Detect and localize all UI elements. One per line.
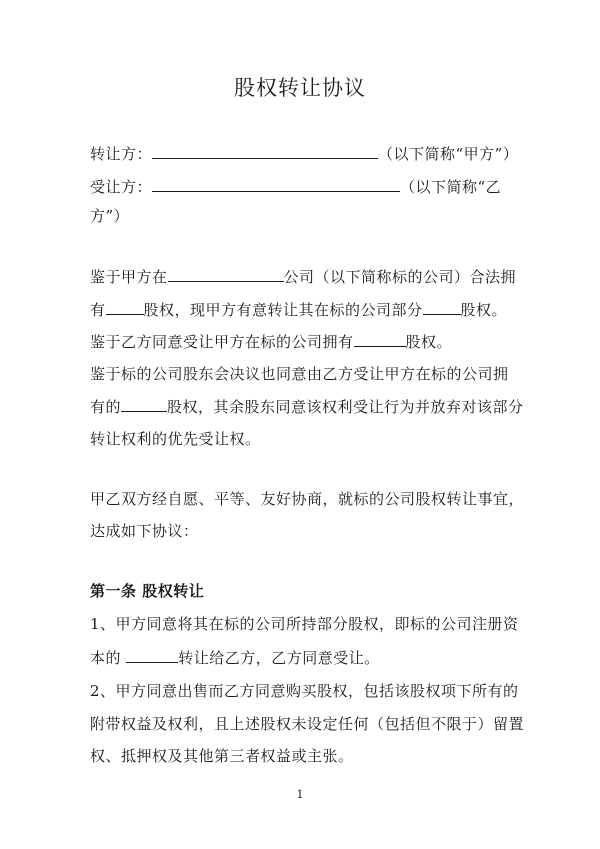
recital-text: 公司（以下简称标的公司）合法拥 (283, 268, 517, 286)
clause-text: 附带权益及权利，且上述股权未设定任何（包括但不限于）留置 (90, 715, 525, 733)
clause-text: 2、甲方同意出售而乙方同意购买股权，包括该股权项下所有的 (90, 682, 519, 700)
transferee-label: 受让方： (90, 178, 153, 196)
agreement-intro-line-2 (90, 521, 530, 541)
transferor-line (90, 143, 530, 164)
recital-text: 有的 (90, 398, 122, 416)
agreement-intro-line-1 (90, 489, 530, 509)
intro-text: 甲乙双方经自愿、平等、友好协商，就标的公司股权转让事宜， (90, 490, 525, 508)
accept-percent-blank (354, 331, 406, 347)
recital-text: 股权，现甲方有意转让其在标的公司部分 (143, 301, 423, 319)
resolution-percent-blank (121, 396, 167, 412)
transferor-label: 转让方： (90, 145, 153, 163)
clause-text: 权、抵押权及其他第三者权益或主张。 (90, 747, 354, 765)
recital-text: 股权。 (405, 333, 453, 351)
transferee-suffix-cont: 方”） (90, 207, 130, 225)
clause-text: 转让给乙方，乙方同意受让。 (178, 649, 380, 667)
transfer-percent-blank (423, 299, 461, 315)
share-percent-blank (106, 299, 144, 315)
clause-2-line-2 (90, 714, 530, 734)
transferee-suffix: （以下简称“乙 (400, 178, 502, 196)
transferor-suffix: （以下简称“甲方”） (378, 145, 519, 163)
page-title: 股权转让协议 (234, 76, 366, 100)
page-number: 1 (296, 788, 304, 801)
recital-text: 鉴于乙方同意受让甲方在标的公司拥有 (90, 333, 354, 351)
transferor-name-blank (152, 143, 378, 159)
article-1-heading: 第一条 股权转让 (90, 582, 205, 600)
recital-text: 鉴于标的公司股东会决议也同意由乙方受让甲方在标的公司拥 (90, 365, 509, 383)
recital-1-line-2 (90, 299, 530, 320)
clause-1-line-2 (90, 647, 530, 668)
capital-percent-blank (126, 647, 178, 663)
recital-3-line-2 (90, 396, 530, 417)
recital-text: 股权，其余股东同意该权利受让行为并放弃对该部分 (167, 398, 524, 416)
clause-2-line-1 (90, 681, 530, 701)
clause-2-line-3 (90, 746, 530, 766)
clause-text: 本的 (90, 649, 127, 667)
recital-text: 有 (90, 301, 106, 319)
recital-text: 股权。 (460, 301, 508, 319)
intro-text: 达成如下协议： (90, 522, 199, 540)
recital-3-line-3 (90, 429, 530, 449)
recital-3-line-1 (90, 364, 530, 384)
recital-2-line (90, 331, 530, 352)
company-name-blank (168, 266, 284, 282)
transferee-line (90, 176, 530, 197)
clause-text: 1、甲方同意将其在标的公司所持部分股权，即标的公司注册资 (90, 615, 519, 633)
recital-1-line-1 (90, 266, 530, 287)
clause-1-line-1 (90, 614, 530, 634)
recital-text: 转让权利的优先受让权。 (90, 430, 261, 448)
recital-text: 鉴于甲方在 (90, 268, 168, 286)
transferee-line-cont (90, 206, 530, 226)
transferee-name-blank (152, 176, 400, 192)
